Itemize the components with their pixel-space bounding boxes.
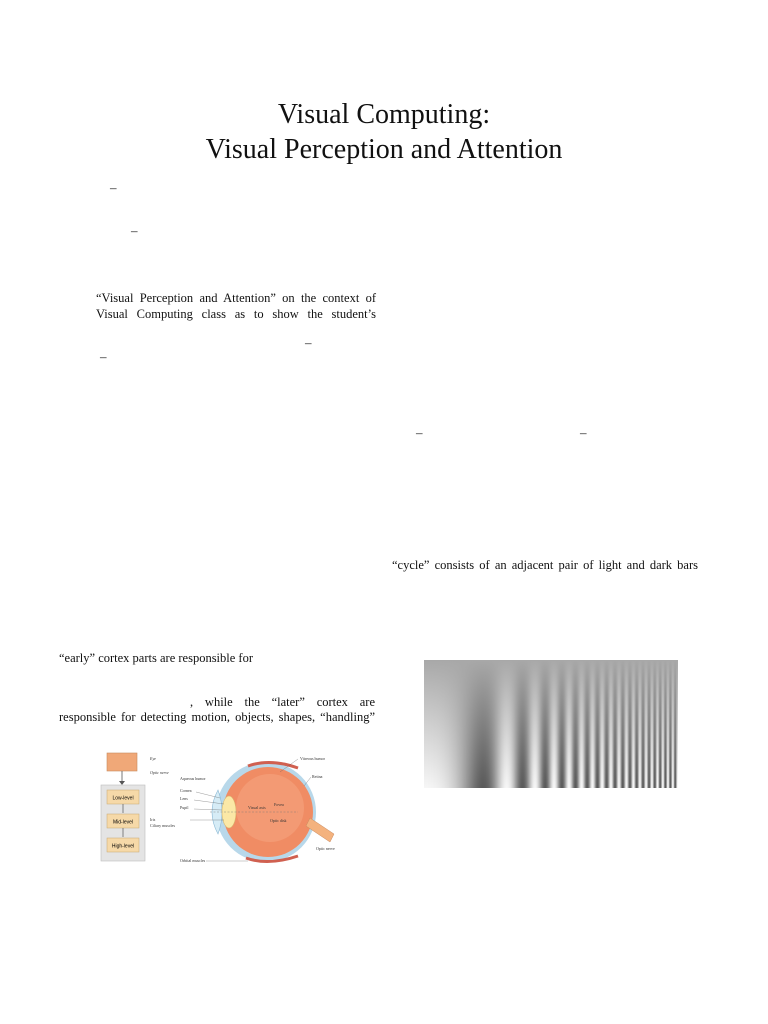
dash-mark: – xyxy=(100,349,107,364)
label-fovea: Fovea xyxy=(274,802,284,807)
label-cornea: Cornea xyxy=(180,788,192,793)
label-iris: Iris xyxy=(150,817,156,822)
flow-box-mid-label: Mid-level xyxy=(112,819,134,826)
dash-mark: – xyxy=(416,425,423,440)
contrast-grating-image xyxy=(424,660,678,788)
intro-paragraph xyxy=(96,290,376,322)
label-lens: Lens xyxy=(180,796,188,801)
grating-fade-overlay xyxy=(424,660,678,788)
dash-mark: – xyxy=(110,180,117,195)
dash-mark: – xyxy=(305,335,312,350)
label-aqueous-humor: Aqueous humor xyxy=(180,776,206,781)
flow-box-low-label: Low-level xyxy=(112,795,134,802)
page-title-line-2: Visual Perception and Attention xyxy=(205,134,563,165)
intro-line-2: Visual Computing class as to show the student’s xyxy=(96,307,376,321)
label-optic-nerve-right: Optic nerve xyxy=(316,846,335,851)
cortex-line-3: responsible for detecting motion, objects, shapes, “handling” xyxy=(59,710,375,724)
dash-mark: – xyxy=(580,425,587,440)
label-optic-nerve-left: Optic nerve xyxy=(150,770,169,775)
flow-arrow-head xyxy=(119,781,125,785)
label-pupil: Pupil xyxy=(180,805,189,810)
grating-caption: “cycle” consists of an adjacent pair of light and dark bars xyxy=(392,558,698,572)
label-retina: Retina xyxy=(312,774,323,779)
label-vitreous-humor: Vitreous humor xyxy=(300,756,325,761)
flow-box-high-label: High-level xyxy=(111,843,135,850)
cortex-line-1: “early” cortex parts are responsible for xyxy=(59,651,254,665)
label-eye: Eye xyxy=(150,756,156,761)
label-visual-axis: Visual axis xyxy=(248,805,266,810)
label-orbital-muscles: Orbital muscles xyxy=(180,858,206,863)
intro-line-1: “Visual Perception and Attention” on the context of xyxy=(96,291,376,305)
dash-mark: – xyxy=(131,223,138,238)
page-title-line-1: Visual Computing: xyxy=(277,99,491,130)
flow-top-box xyxy=(107,753,137,771)
cortex-line-2: , while the “later” cortex are xyxy=(190,695,375,709)
label-optic-disk: Optic disk xyxy=(270,818,287,823)
label-ciliary-muscles: Ciliary muscles xyxy=(150,823,175,828)
vitreous-humor xyxy=(236,774,304,842)
eye-anatomy-diagram xyxy=(98,750,338,865)
